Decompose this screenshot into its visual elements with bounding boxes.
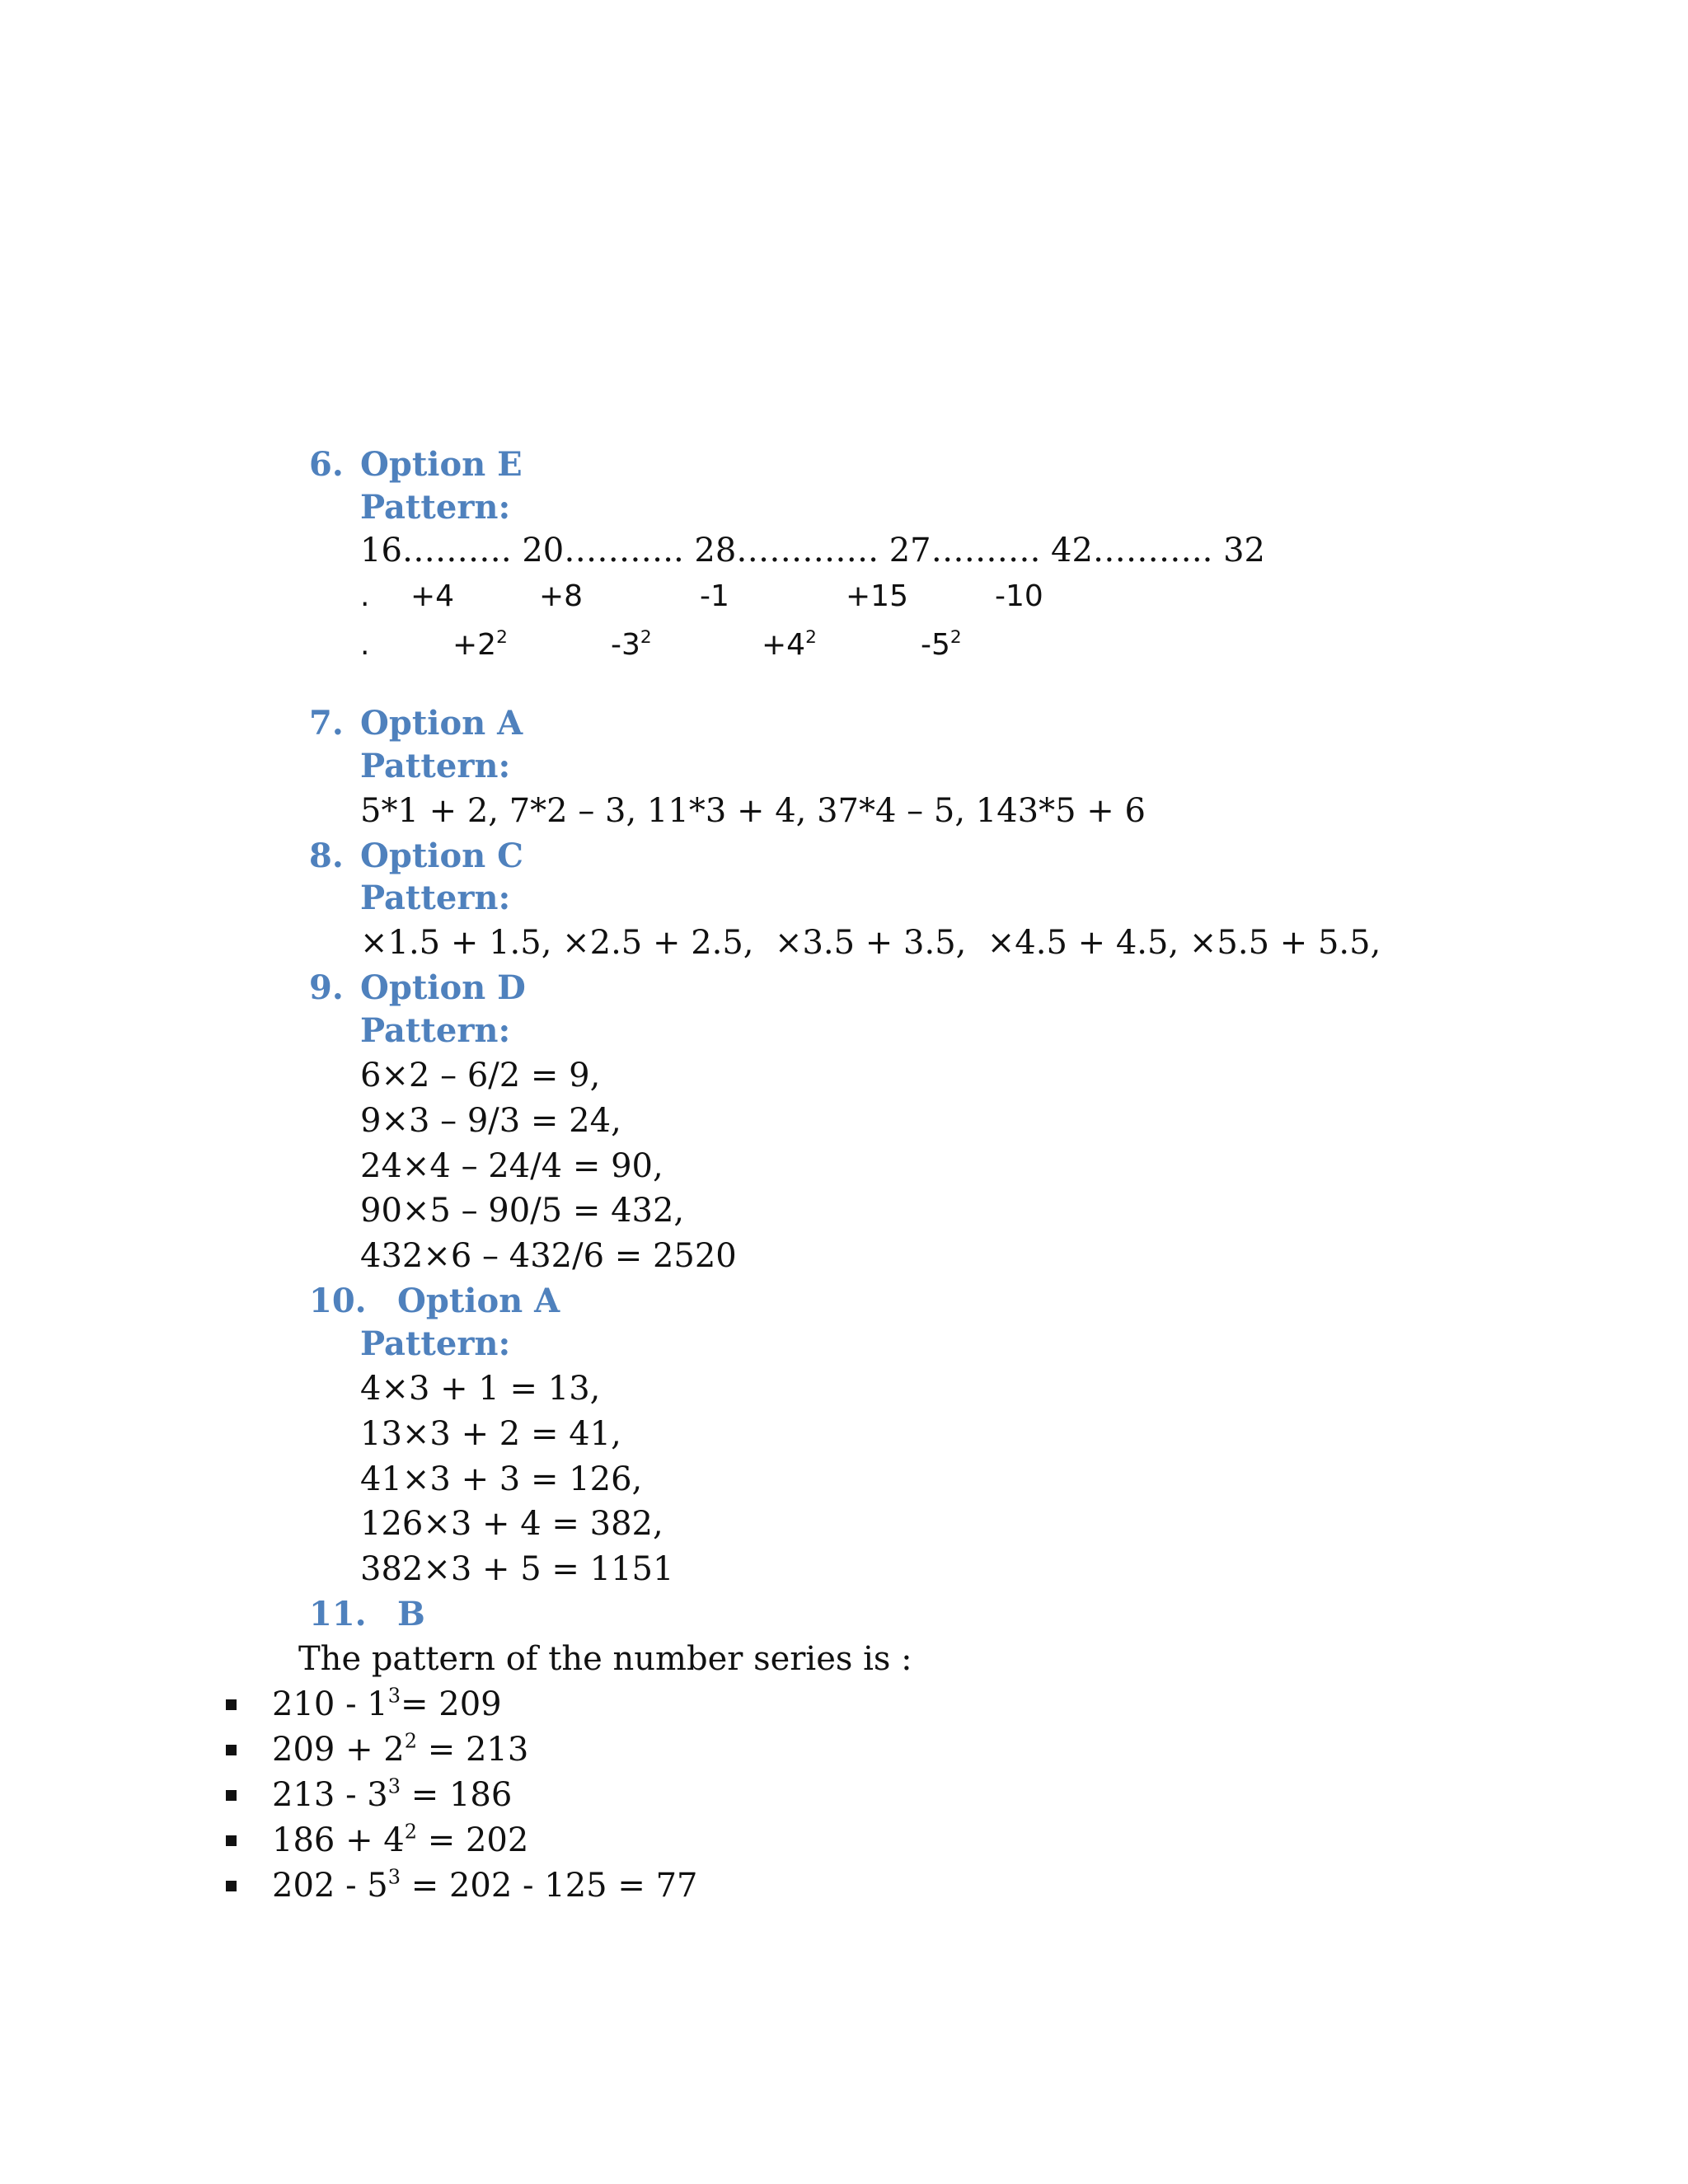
item-7-pattern-label: Pattern:: [360, 747, 511, 785]
item-11-title: B: [397, 1595, 425, 1633]
diff-value: -1: [700, 579, 729, 613]
item-9-pattern-line: 432×6 – 432/6 = 2520: [360, 1237, 737, 1275]
item-6-series-line: 16………. 20……….. 28…………. 27………. 42……….. 32: [360, 532, 1265, 569]
item-9-pattern-label: Pattern:: [360, 1011, 511, 1050]
item-10-title: Option A: [397, 1282, 560, 1320]
item-10-number: 10.: [309, 1282, 367, 1320]
item-10-pattern-line: 4×3 + 1 = 13,: [360, 1370, 601, 1408]
item-10-pattern-line: 382×3 + 5 = 1151: [360, 1550, 674, 1588]
square-term: $+2^2$: [452, 626, 508, 662]
item-10-pattern-line: 41×3 + 3 = 126,: [360, 1460, 643, 1498]
diff-value: +8: [539, 579, 584, 613]
item-6-pattern-label: Pattern:: [360, 488, 511, 527]
square-term: $+4^2$: [762, 626, 817, 662]
item-6-title: Option E: [360, 445, 523, 484]
item-11-intro: The pattern of the number series is :: [298, 1640, 912, 1678]
diff-value: -10: [995, 579, 1043, 613]
document-page: 6. Option E Pattern: 16………. 20……….. 28…………. 27………. 42……….. 32 . +4 +8 -1 +15 -10 . $+2^2$ $-3^2$ $+4^2$ $-5^2$ 7. Option A Pattern: 5*1 + 2, 7*2 – 3, 11*3 + 4, 37*4 – 5, 143*5 + 6 8. Option C Pattern: ×1.5 + 1.5, ×2.5 + 2.5, ×3.5 + 3.5, ×4.5 + 4.5, ×5.5 + 5.5, 9. Option D Pattern: 6×2 – 6/2 = 9, 9×3 – 9/3 = 24, 24×4 – 24/4 = 90, 90×5 – 90/5 = 432, 432×6 – 432/6 = 2520 10. Option A Pattern: 4×3 + 1 = 13, 13×3 + 2 = 41, 41×3 + 3 = 126, 126×3 + 4 = 382, 382×3 + 5 = 1151 11. B The pattern of the number series is : $210 - 1^3= 209$ $209 + 2^2 = 213$ $213 - 3^3 = 186$ $186 + 4^2 = 202$ $202 - 5^3 = 202 - 125 = 77$: [0, 0, 1688, 2184]
item-8-title: Option C: [360, 837, 524, 875]
square-term: $-3^2$: [611, 626, 652, 662]
item-9-pattern-line: 9×3 – 9/3 = 24,: [360, 1102, 621, 1140]
item-10-pattern-label: Pattern:: [360, 1324, 511, 1363]
bullet-marker: [226, 1699, 237, 1710]
item-10-pattern-line: 13×3 + 2 = 41,: [360, 1415, 621, 1453]
item-7-title: Option A: [360, 704, 523, 743]
item-9-pattern-line: 6×2 – 6/2 = 9,: [360, 1057, 601, 1094]
square-row-lead: .: [360, 628, 370, 662]
item-8-number: 8.: [309, 837, 344, 875]
diff-value: +4: [410, 579, 455, 613]
item-6-number: 6.: [309, 445, 344, 484]
diff-value: +15: [846, 579, 908, 613]
item-9-title: Option D: [360, 968, 526, 1007]
item-9-number: 9.: [309, 968, 344, 1007]
item-9-pattern-line: 24×4 – 24/4 = 90,: [360, 1147, 663, 1185]
diff-row-lead: .: [360, 579, 370, 613]
item-10-pattern-line: 126×3 + 4 = 382,: [360, 1505, 663, 1543]
item-11-number: 11.: [309, 1595, 367, 1633]
bullet-marker: [226, 1835, 237, 1846]
item-9-pattern-line: 90×5 – 90/5 = 432,: [360, 1192, 685, 1230]
item-8-pattern-label: Pattern:: [360, 879, 511, 917]
bullet-marker: [226, 1881, 237, 1891]
square-term: $-5^2$: [921, 626, 962, 662]
item-7-number: 7.: [309, 704, 344, 743]
bullet-marker: [226, 1790, 237, 1801]
bullet-marker: [226, 1745, 237, 1755]
item-7-pattern-line: 5*1 + 2, 7*2 – 3, 11*3 + 4, 37*4 – 5, 143*5 + 6: [360, 792, 1146, 830]
item-8-pattern-line: ×1.5 + 1.5, ×2.5 + 2.5, ×3.5 + 3.5, ×4.5 + 4.5, ×5.5 + 5.5,: [360, 924, 1381, 962]
